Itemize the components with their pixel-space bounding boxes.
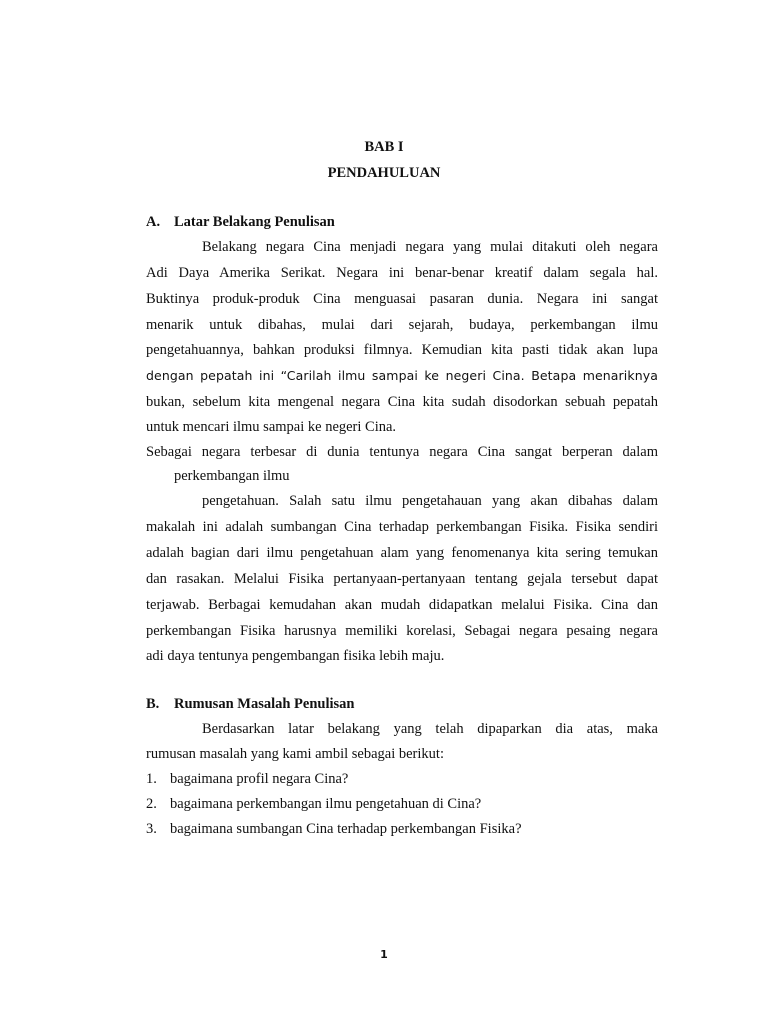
paragraph-line: Berdasarkan latar belakang yang telah dipaparkan dia atas, maka — [202, 721, 658, 737]
page-number: 1 — [380, 948, 388, 961]
paragraph-line: pengetahuan. Salah satu ilmu pengetahauan yang akan dibahas dalam — [202, 493, 658, 509]
paragraph-line: Belakang negara Cina menjadi negara yang mulai ditakuti oleh negara — [202, 239, 658, 255]
chapter-title: PENDAHULUAN — [327, 165, 441, 181]
paragraph-line: perkembangan Fisika harusnya memiliki korelasi, Sebagai negara pesaing negara — [146, 623, 658, 639]
list-item-text: bagaimana perkembangan ilmu pengetahuan di Cina? — [170, 796, 482, 812]
section-a-heading: Latar Belakang Penulisan — [174, 214, 335, 230]
paragraph-line: Sebagai negara terbesar di dunia tentunya negara Cina sangat berperan dalam — [146, 444, 658, 460]
paragraph-line: dan rasakan. Melalui Fisika pertanyaan-pertanyaan tentang gejala tersebut dapat — [146, 571, 658, 587]
paragraph-line: makalah ini adalah sumbangan Cina terhadap perkembangan Fisika. Fisika sendiri — [146, 519, 658, 535]
list-item-number: 3. — [146, 821, 157, 837]
chapter-label: BAB I — [364, 139, 404, 155]
paragraph-line-sans: dengan pepatah ini “Carilah ilmu sampai ke negeri Cina. Betapa menariknya — [146, 368, 658, 383]
section-b-marker: B. — [146, 696, 160, 712]
list-item-text: bagaimana profil negara Cina? — [170, 771, 349, 787]
section-a-marker: A. — [146, 214, 161, 230]
list-item — [0, 770, 768, 788]
list-item-number: 2. — [146, 796, 157, 812]
paragraph-line: menarik untuk dibahas, mulai dari sejarah, budaya, perkembangan ilmu — [146, 317, 658, 333]
paragraph-line: pengetahuannya, bahkan produksi filmnya. Kemudian kita pasti tidak akan lupa — [146, 342, 658, 358]
paragraph-line: rumusan masalah yang kami ambil sebagai berikut: — [146, 746, 444, 762]
list-item — [0, 795, 768, 813]
list-item-text: bagaimana sumbangan Cina terhadap perkembangan Fisika? — [170, 821, 522, 837]
list-item-number: 1. — [146, 771, 157, 787]
paragraph-line: adi daya tentunya pengembangan fisika lebih maju. — [146, 648, 445, 664]
section-b-heading: Rumusan Masalah Penulisan — [174, 696, 355, 712]
paragraph-line: Buktinya produk-produk Cina menguasai pasaran dunia. Negara ini sangat — [146, 291, 658, 307]
paragraph-line: perkembangan ilmu — [174, 468, 290, 484]
paragraph-line: untuk mencari ilmu sampai ke negeri Cina. — [146, 419, 397, 435]
paragraph-line: bukan, sebelum kita mengenal negara Cina kita sudah disodorkan sebuah pepatah — [146, 394, 658, 410]
paragraph-line: Adi Daya Amerika Serikat. Negara ini benar-benar kreatif dalam segala hal. — [146, 265, 658, 281]
paragraph-line: adalah bagian dari ilmu pengetahuan alam yang fenomenanya kita sering temukan — [146, 545, 658, 561]
list-item — [0, 820, 768, 838]
paragraph-line: terjawab. Berbagai kemudahan akan mudah didapatkan melalui Fisika. Cina dan — [146, 597, 658, 613]
